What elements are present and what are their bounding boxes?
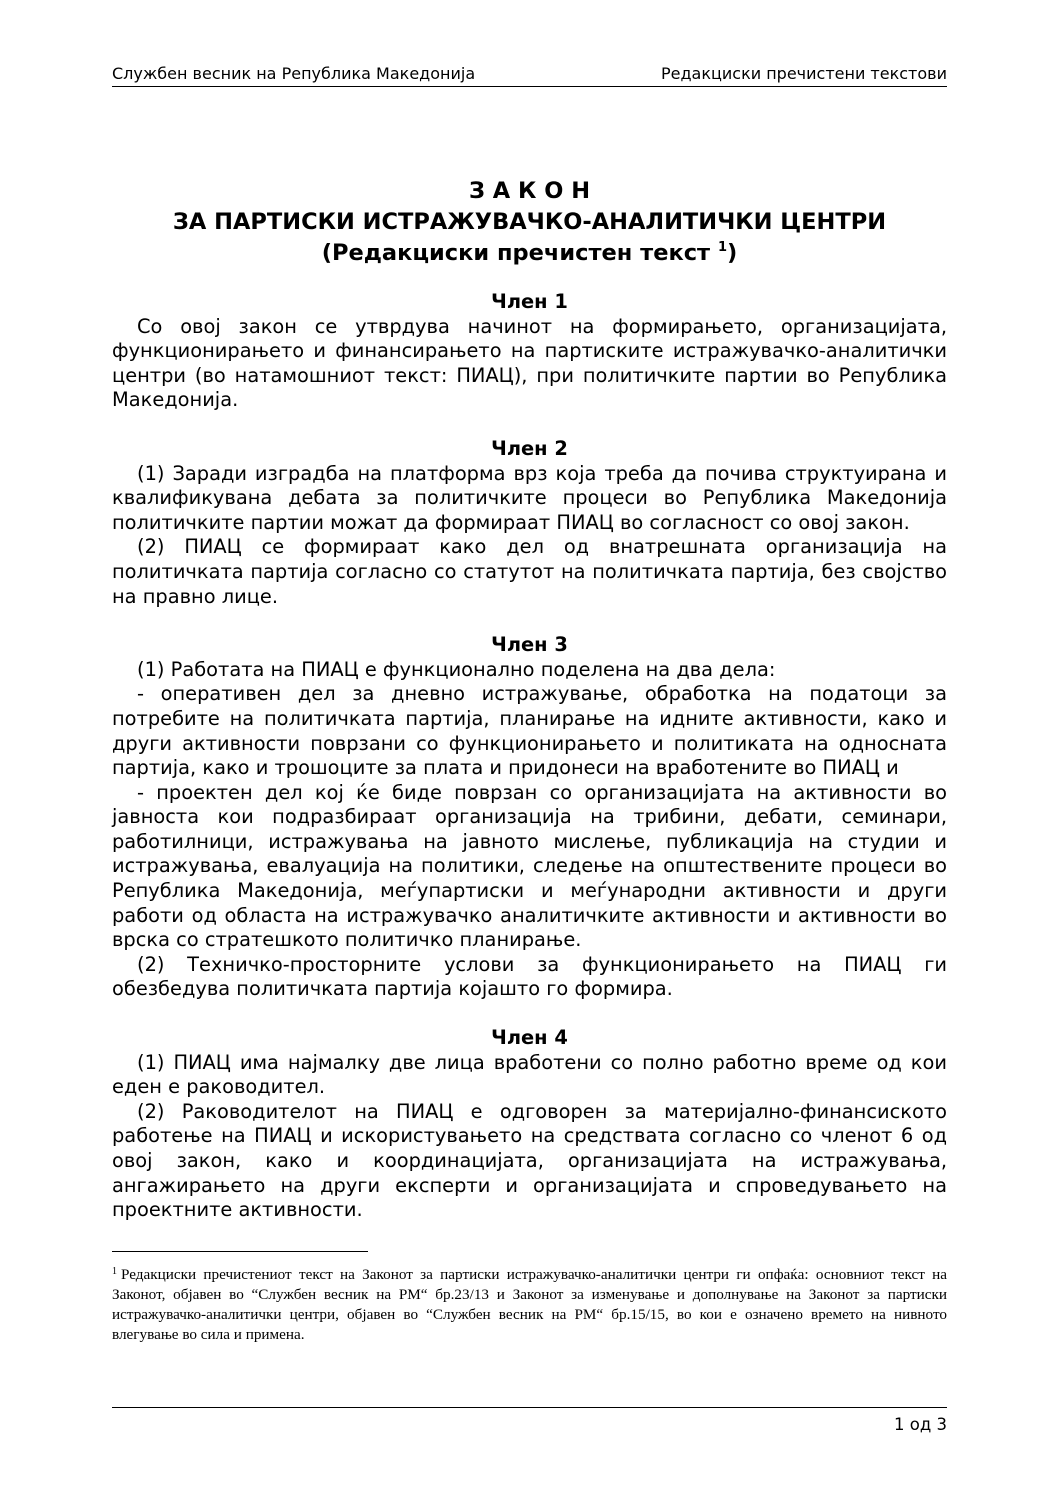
- running-header: [112, 63, 947, 87]
- article-1: [112, 290, 947, 413]
- article-paragraph: (1) ПИАЦ има најмалку две лица вработени со полно работно време од кои еден е раководител.: [112, 1050, 947, 1099]
- footer-divider: [112, 1407, 947, 1408]
- footnote: [112, 1265, 947, 1345]
- footnote-mark: 1: [112, 1266, 117, 1277]
- page-number: 1 од 3: [894, 1415, 947, 1434]
- article-paragraph: Со овој закон се утврдува начинот на формирањето, организацијата, функционирањето и финансирањето на партиските истражувачко-аналитички центри (во натамошниот текст: ПИАЦ), при политичките партии во Република Македонија.: [112, 314, 947, 412]
- article-paragraph: - оперативен дел за дневно истражување, обработка на податоци за потребите на политичката партија, планирање на идните активности, како и други активности поврзани со функционирањето и политиката на односната партија, како и трошоците за плата и придонеси на вработените во ПИАЦ и: [112, 682, 947, 780]
- footnote-reference[interactable]: 1: [717, 240, 727, 255]
- article-heading: Член 1: [491, 290, 568, 313]
- article-paragraph: (2) Раководителот на ПИАЦ е одговорен за материјално-финансиското работење на ПИАЦ и искористувањето на средствата согласно со членот 6 од овој закон, како и координацијата, организацијата на истражувања, ангажирањето на други експерти и организацијата и спроведувањето на проектните активности.: [112, 1099, 947, 1222]
- title-subtitle-close: ): [726, 240, 738, 266]
- title-line-3: [112, 238, 947, 269]
- law-title: [112, 176, 947, 269]
- article-paragraph: (2) ПИАЦ се формираат како дел од внатрешната организација на политичката партија согласно со статутот на политичката партија, без својство на правно лице.: [112, 535, 947, 608]
- footnote-text: Редакциски пречистениот текст на Законот за партиски истражувачко-аналитички центри ги опфаќа: основниот текст на Законот, објавен во “Службен весник на РМ“ бр.23/13 и Законот за изменување и дополнување на Законот за партиски истражувачко-аналитички центри, објавен во “Службен весник на РМ“ бр.15/15, во кои е означено времето на нивното влегување во сила и примена.: [112, 1266, 947, 1343]
- article-heading: Член 4: [491, 1026, 568, 1050]
- title-line-1: З А К О Н: [468, 178, 591, 204]
- article-3: [112, 633, 947, 1002]
- footnote-separator: [112, 1251, 368, 1252]
- article-4: [112, 1026, 947, 1223]
- law-body: [112, 290, 947, 1247]
- title-subtitle: (Редакциски пречистен текст: [321, 240, 718, 266]
- article-paragraph: - проектен дел кој ќе биде поврзан со организацијата на активности во јавноста кои подразбираат организација на трибини, дебати, семинари, работилници, истражувања на јавното мислење, публикација на студии и истражувања, евалуација на политики, следење на општествените процеси во Република Македонија, меѓупартиски и меѓународни активности и други работи од областа на истражувачко аналитичките активности и активности во врска со стратешкото политичко планирање.: [112, 780, 947, 952]
- article-paragraph: (1) Работата на ПИАЦ е функционално поделена на два дела:: [137, 657, 776, 681]
- article-paragraph: (1) Заради изградба на платформа врз која треба да почива структуирана и квалификувана дебата за политичките процеси во Република Македонија политичките партии можат да формираат ПИАЦ во согласност со овој закон.: [112, 461, 947, 534]
- article-heading: Член 2: [491, 436, 568, 460]
- article-paragraph: (2) Техничко-просторните услови за функционирањето на ПИАЦ ги обезбедува политичката партија којашто го формира.: [112, 952, 947, 1001]
- header-publication: Службен весник на Република Македонија: [112, 64, 476, 83]
- article-2: [112, 437, 947, 609]
- title-line-2: ЗА ПАРТИСКИ ИСТРАЖУВАЧКО-АНАЛИТИЧКИ ЦЕНТРИ: [172, 209, 887, 235]
- header-section: Редакциски пречистени текстови: [660, 64, 947, 83]
- article-heading: Член 3: [491, 633, 568, 657]
